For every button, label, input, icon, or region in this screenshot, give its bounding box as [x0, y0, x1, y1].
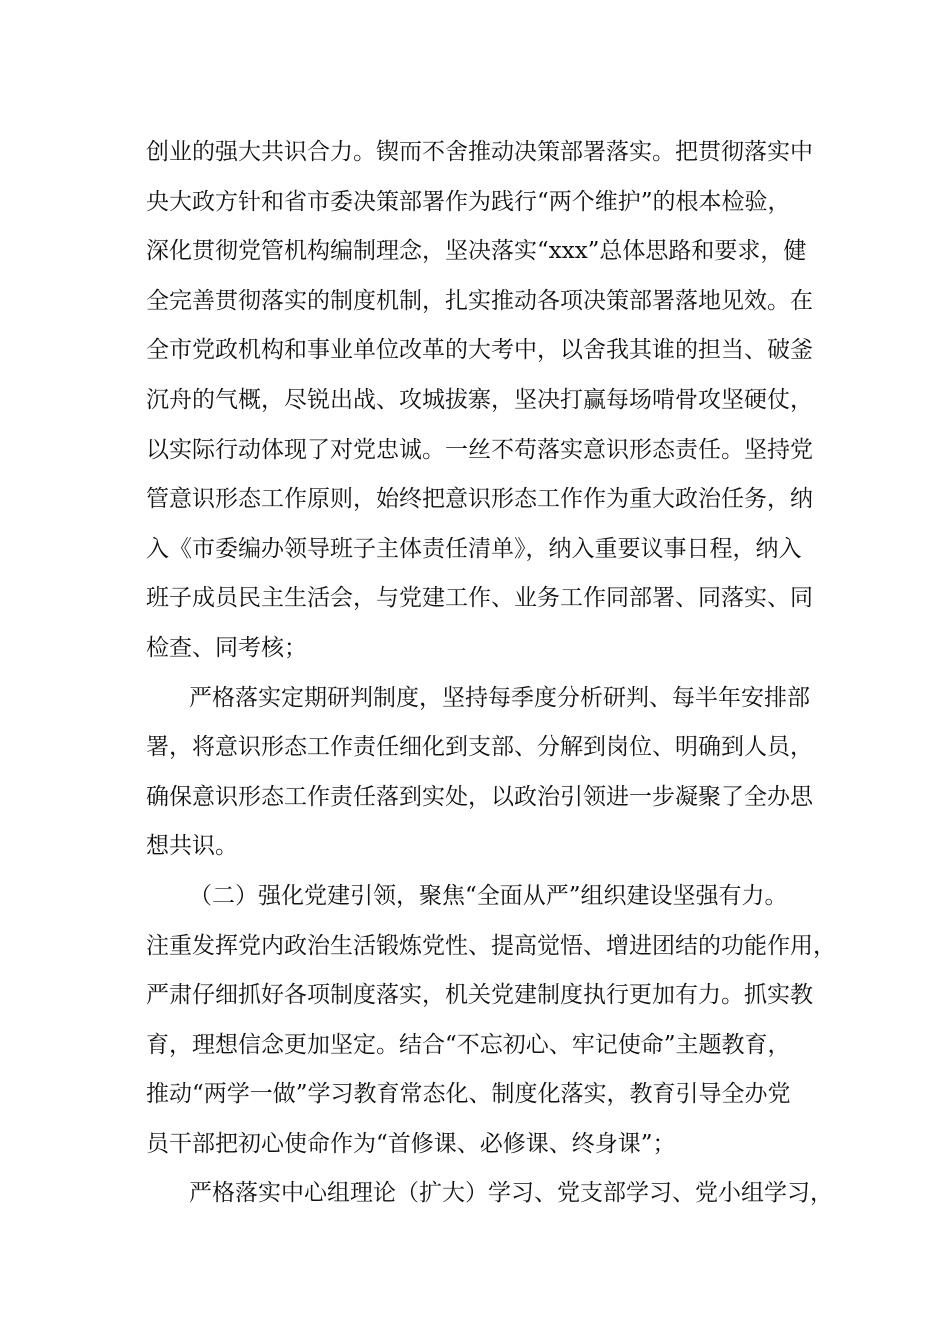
- text-line: 创业的强大共识合力。锲而不舍推动决策部署落实。把贯彻落实中: [146, 139, 813, 165]
- text-line: 央大政方针和省市委决策部署作为践行“两个维护”的根本检验，: [146, 188, 791, 215]
- paragraph-start-line: 严格落实定期研判制度，坚持每季度分析研判、每半年安排部: [189, 684, 810, 711]
- text-line: 署，将意识形态工作责任细化到支部、分解到岗位、明确到人员，: [146, 734, 813, 761]
- text-line: 入《市委编办领导班子主体责任清单》，纳入重要议事日程，纳入: [146, 535, 802, 562]
- text-line: 员干部把初心使命作为“首修课、必修课、终身课”；: [146, 1130, 676, 1157]
- document-body: [146, 128, 836, 1219]
- text-line: 全完善贯彻落实的制度机制，扎实推动各项决策部署落地见效。在: [146, 287, 813, 314]
- paragraph-start-line: 严格落实中心组理论（扩大）学习、党支部学习、党小组学习，: [189, 1180, 833, 1207]
- text-line: 全市党政机构和事业单位改革的大考中，以舍我其谁的担当、破釜: [146, 337, 813, 364]
- text-line: 班子成员民主生活会，与党建工作、业务工作同部署、同落实、同: [146, 585, 813, 612]
- text-line: 育，理想信念更加坚定。结合“不忘初心、牢记使命”主题教育，: [146, 1031, 791, 1058]
- text-line: 推动“两学一做”学习教育常态化、制度化落实，教育引导全办党: [146, 1081, 791, 1108]
- text-line: 严肃仔细抓好各项制度落实，机关党建制度执行更加有力。抓实教: [146, 982, 813, 1009]
- text-line: 检查、同考核；: [146, 634, 307, 661]
- text-line: 以实际行动体现了对党忠诚。一丝不苟落实意识形态责任。坚持党: [146, 436, 813, 463]
- text-line: 管意识形态工作原则，始终把意识形态工作作为重大政治任务，纳: [146, 486, 813, 513]
- text-line: 注重发挥党内政治生活锻炼党性、提高觉悟、增进团结的功能作用，: [146, 932, 836, 959]
- text-line: 想共识。: [146, 833, 238, 860]
- text-line: 深化贯彻党管机构编制理念，坚决落实“xxx”总体思路和要求，健: [146, 238, 807, 265]
- text-line: 确保意识形态工作责任落到实处，以政治引领进一步凝聚了全办思: [146, 783, 813, 810]
- text-line: 沉舟的气概，尽锐出战、攻城拔寨，坚决打赢每场啃骨攻坚硬仗，: [146, 386, 813, 413]
- section-heading-line: （二）强化党建引领，聚焦“全面从严”组织建设坚强有力。: [189, 882, 788, 909]
